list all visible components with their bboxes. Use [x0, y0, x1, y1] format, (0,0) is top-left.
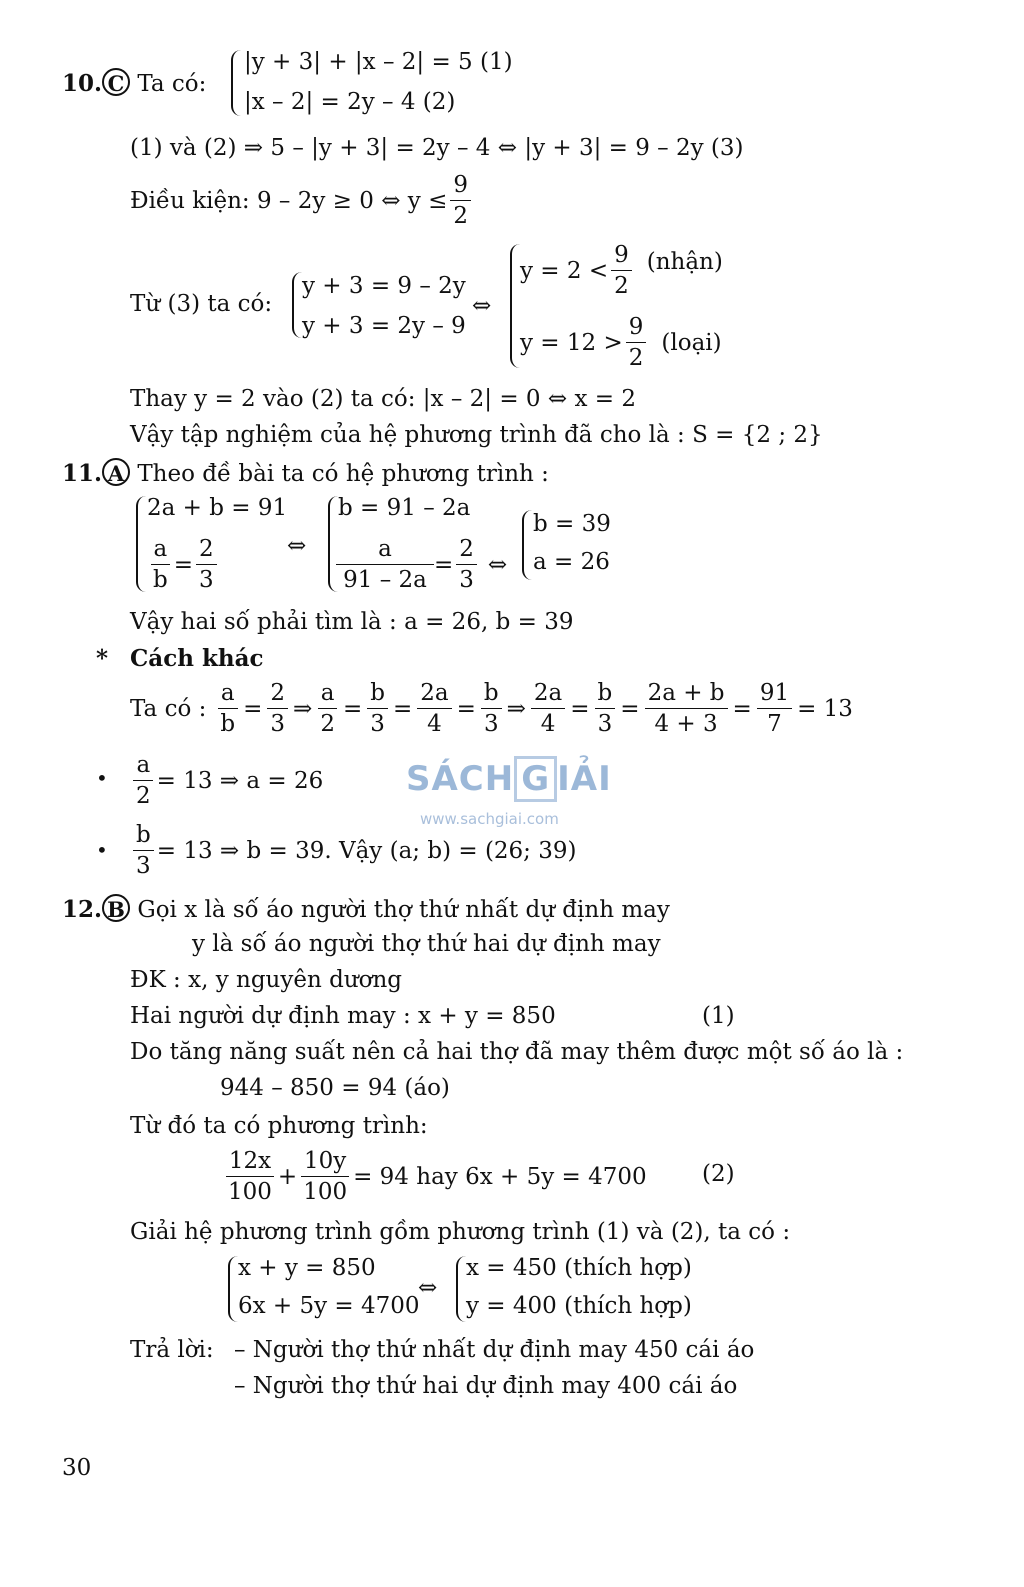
sys2-line-2: $\frac{a}{91 - 2a}$ = $\frac{2}{3}$ ⇔	[336, 534, 507, 595]
equiv-symbol: ⇔	[472, 293, 492, 319]
line-increase: Do tăng năng suất nên cả hai thợ đã may thêm được một số áo là :	[130, 1039, 904, 1065]
bullet-2: $\frac{b}{3}$ = 13 ⇒ b = 39. Vậy (a; b) = (26; 39)	[130, 820, 576, 881]
answer-2: – Người thợ thứ hai dự định may 400 cái áo	[234, 1373, 738, 1399]
line-condition: ĐK : x, y nguyên dương	[130, 967, 403, 993]
watermark-logo: SÁCH G IẢI	[406, 756, 612, 802]
fraction: $\frac{2a + b}{4 + 3}$	[645, 678, 728, 739]
solution-1: y = 2 < $\frac{9}{2}$ (nhận)	[520, 242, 723, 299]
brace	[228, 1256, 238, 1322]
brace	[136, 496, 146, 592]
problem-12-number: 12. B Gọi x là số áo người thợ thứ nhất dự định may	[62, 896, 670, 923]
system2-line-1: y + 3 = 9 – 2y	[302, 273, 466, 299]
line-from: Từ đó ta có phương trình:	[130, 1113, 428, 1139]
brace	[510, 244, 520, 368]
fraction: $\frac{9}{2}$	[611, 240, 632, 301]
operator: ⇒	[293, 695, 313, 722]
bullet: •	[96, 838, 108, 862]
operator: =	[570, 695, 590, 722]
brace	[231, 50, 241, 116]
answer-label: Trả lời:	[130, 1337, 214, 1363]
operator: =	[392, 695, 413, 722]
sysA-line-1: x + y = 850	[238, 1255, 376, 1281]
line-solve: Giải hệ phương trình gồm phương trình (1) và (2), ta có :	[130, 1219, 791, 1245]
fraction: $\frac{a}{2}$	[317, 678, 338, 739]
fraction: $\frac{b}{3}$	[367, 678, 388, 739]
operator: =	[342, 695, 363, 722]
sys3-line-1: b = 39	[533, 511, 611, 537]
line-diff: 944 – 850 = 94 (áo)	[220, 1075, 450, 1101]
answer-circle: A	[102, 458, 130, 486]
fraction: $\frac{2}{3}$	[267, 678, 288, 739]
alt-star: *	[96, 645, 109, 672]
equation-2: $\frac{12x}{100}$ + $\frac{10y}{100}$ = 94 hay 6x + 5y = 4700	[222, 1146, 647, 1207]
operator: =	[456, 695, 476, 722]
brace	[292, 272, 302, 338]
eq2-tag: (2)	[702, 1161, 735, 1187]
sys3-line-2: a = 26	[533, 549, 610, 575]
line-eq1: Hai người dự định may : x + y = 850	[130, 1003, 556, 1029]
system-line-1: |y + 3| + |x – 2| = 5 (1)	[244, 49, 513, 75]
bullet-1: $\frac{a}{2}$ = 13 ⇒ a = 26	[130, 750, 323, 811]
sysB-line-1: x = 450 (thích hợp)	[466, 1255, 692, 1281]
sys1-line-2: $\frac{a}{b}$ = $\frac{2}{3}$	[147, 534, 220, 595]
operator: =	[620, 695, 640, 722]
fraction: $\frac{2a}{4}$	[417, 678, 451, 739]
from-3-label: Từ (3) ta có:	[130, 291, 273, 317]
sys2-line-1: b = 91 – 2a	[338, 495, 471, 521]
sysB-line-2: y = 400 (thích hợp)	[466, 1293, 692, 1319]
fraction: $\frac{9}{2}$	[450, 170, 471, 231]
answer-line: Vậy hai số phải tìm là : a = 26, b = 39	[130, 609, 574, 635]
watermark-url: www.sachgiai.com	[420, 810, 559, 828]
page-number: 30	[62, 1455, 92, 1481]
alt-title: Cách khác	[130, 645, 264, 672]
brace	[456, 1256, 466, 1322]
brace	[522, 510, 532, 580]
sys1-line-1: 2a + b = 91	[147, 495, 288, 521]
line-y-def: y là số áo người thợ thứ hai dự định may	[192, 931, 661, 957]
fraction: $\frac{9}{2}$	[626, 312, 647, 373]
problem-10-number: 10. C Ta có:	[62, 70, 207, 97]
fraction: $\frac{b}{3}$	[481, 678, 502, 739]
system-line-2: |x – 2| = 2y – 4 (2)	[244, 89, 456, 115]
fraction: $\frac{b}{3}$	[595, 678, 616, 739]
eq1-tag: (1)	[702, 1003, 735, 1029]
operator: =	[732, 695, 752, 722]
fraction: $\frac{2a}{4}$	[531, 678, 565, 739]
answer-1: – Người thợ thứ nhất dự định may 450 cái áo	[234, 1337, 755, 1363]
line-derivation: (1) và (2) ⇒ 5 – |y + 3| = 2y – 4 ⇔ |y + 3| = 9 – 2y (3)	[130, 135, 744, 161]
answer-circle: C	[102, 68, 130, 96]
chain-expression	[214, 678, 855, 739]
fraction: $\frac{91}{7}$	[757, 678, 792, 739]
answer-circle: B	[102, 894, 130, 922]
alt-chain: Ta có : $\frac{a}{b}$ = $\frac{2}{3}$ ⇒ $\frac{a}{2}$ = $\frac{b}{3}$ = $\frac{2a}{4}$ = $\frac{b}{3}$ ⇒ $\frac{2a}{4}$ = $\frac{b}{3}$ = $\frac{2a + b}{4 + 3}$ = $\frac{91}{7}$ = 13	[130, 680, 853, 737]
system2-line-2: y + 3 = 2y – 9	[302, 313, 466, 339]
sysA-line-2: 6x + 5y = 4700	[238, 1293, 420, 1319]
fraction: $\frac{a}{b}$	[217, 678, 238, 739]
operator: = 13	[797, 695, 853, 722]
equiv-symbol: ⇔	[287, 533, 307, 559]
condition-line: Điều kiện: 9 – 2y ≥ 0 ⇔ y ≤ $\frac{9}{2}$	[130, 170, 474, 231]
bullet: •	[96, 766, 108, 790]
operator: ⇒	[506, 695, 526, 722]
operator: =	[243, 695, 263, 722]
substitution-line: Thay y = 2 vào (2) ta có: |x – 2| = 0 ⇔ x = 2	[130, 386, 636, 412]
equiv-symbol: ⇔	[418, 1275, 438, 1301]
problem-11-number: 11. A Theo đề bài ta có hệ phương trình :	[62, 460, 549, 487]
solution-2: y = 12 > $\frac{9}{2}$ (loại)	[520, 314, 722, 371]
conclusion-line: Vậy tập nghiệm của hệ phương trình đã cho là : S = {2 ; 2}	[130, 422, 823, 448]
